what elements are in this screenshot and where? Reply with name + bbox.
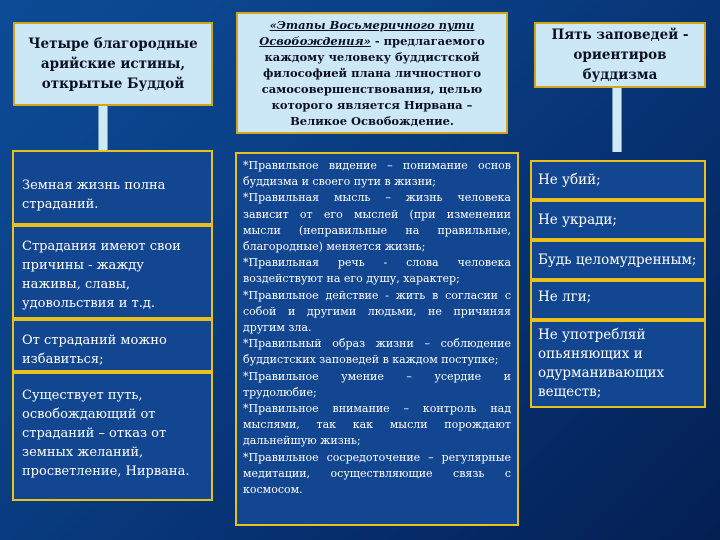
path-header-desc: - предлагаемого каждому человеку буддистской философией плана личностного самосовершенствования, целью которого является Нирвана – Великое Освобождение. bbox=[261, 34, 485, 128]
commandments-header-text: Пять заповедей - ориентиров буддизма bbox=[551, 27, 689, 83]
path-step-7: *Правильное внимание – контроль над мыслями, так как мысли порождают дальнейшую жизнь; bbox=[243, 402, 511, 448]
commandment-text-4: Не лги; bbox=[538, 289, 592, 305]
truth-item-2 bbox=[12, 225, 213, 319]
path-header-title: «Этапы Восьмеричного пути Освобождения» bbox=[259, 18, 475, 48]
path-step-8: *Правильное сосредоточение – регулярные медитации, осуществляющие связь с космосом. bbox=[243, 450, 511, 497]
commandment-item-4 bbox=[530, 280, 706, 320]
truth-item-4 bbox=[12, 372, 213, 501]
commandments-connector bbox=[612, 88, 622, 152]
path-step-1: *Правильное видение – понимание основ буддизма и своего пути в жизни; bbox=[243, 159, 511, 189]
truths-header bbox=[13, 22, 213, 106]
path-step-5: *Правильный образ жизни – соблюдение буддистских заповедей в каждом поступке; bbox=[243, 337, 511, 367]
path-steps-list bbox=[235, 152, 519, 526]
truth-text-2: Страдания имеют свои причины - жажду наживы, славы, удовольствия и т.д. bbox=[22, 239, 181, 311]
truth-text-4: Существует путь, освобождающий от страданий – отказ от земных желаний, просветление, Нирвана. bbox=[22, 388, 190, 479]
commandment-item-1 bbox=[530, 160, 706, 200]
truths-connector bbox=[98, 106, 108, 150]
path-step-3: *Правильная речь - слова человека воздействуют на его душу, характер; bbox=[243, 256, 511, 286]
truth-text-3: От страданий можно избавиться; bbox=[22, 333, 167, 367]
commandments-header bbox=[534, 22, 706, 88]
commandment-text-1: Не убий; bbox=[538, 172, 601, 188]
truth-text-1: Земная жизнь полна страданий. bbox=[22, 178, 166, 212]
path-step-6: *Правильное умение – усердие и трудолюбие; bbox=[243, 369, 511, 399]
truth-item-3 bbox=[12, 319, 213, 372]
commandment-text-2: Не укради; bbox=[538, 212, 617, 228]
truths-header-text: Четыре благородные арийские истины, открытые Буддой bbox=[28, 36, 198, 92]
path-header bbox=[236, 12, 508, 134]
commandment-item-2 bbox=[530, 200, 706, 240]
path-step-4: *Правильное действие - жить в согласии с собой и другими людьми, не причиняя другим зла. bbox=[243, 288, 511, 335]
path-header-text bbox=[244, 17, 500, 129]
truth-item-1 bbox=[12, 150, 213, 225]
commandment-item-3 bbox=[530, 240, 706, 280]
commandment-text-3: Будь целомудренным; bbox=[538, 252, 697, 268]
commandment-item-5 bbox=[530, 320, 706, 408]
commandment-text-5: Не употребляй опьяняющих и одурманивающих веществ; bbox=[538, 327, 665, 400]
path-step-2: *Правильная мысль – жизнь человека зависит от его мыслей (при изменении мысли (неправильные на правильные, благородные) меняется жизнь; bbox=[243, 191, 511, 254]
